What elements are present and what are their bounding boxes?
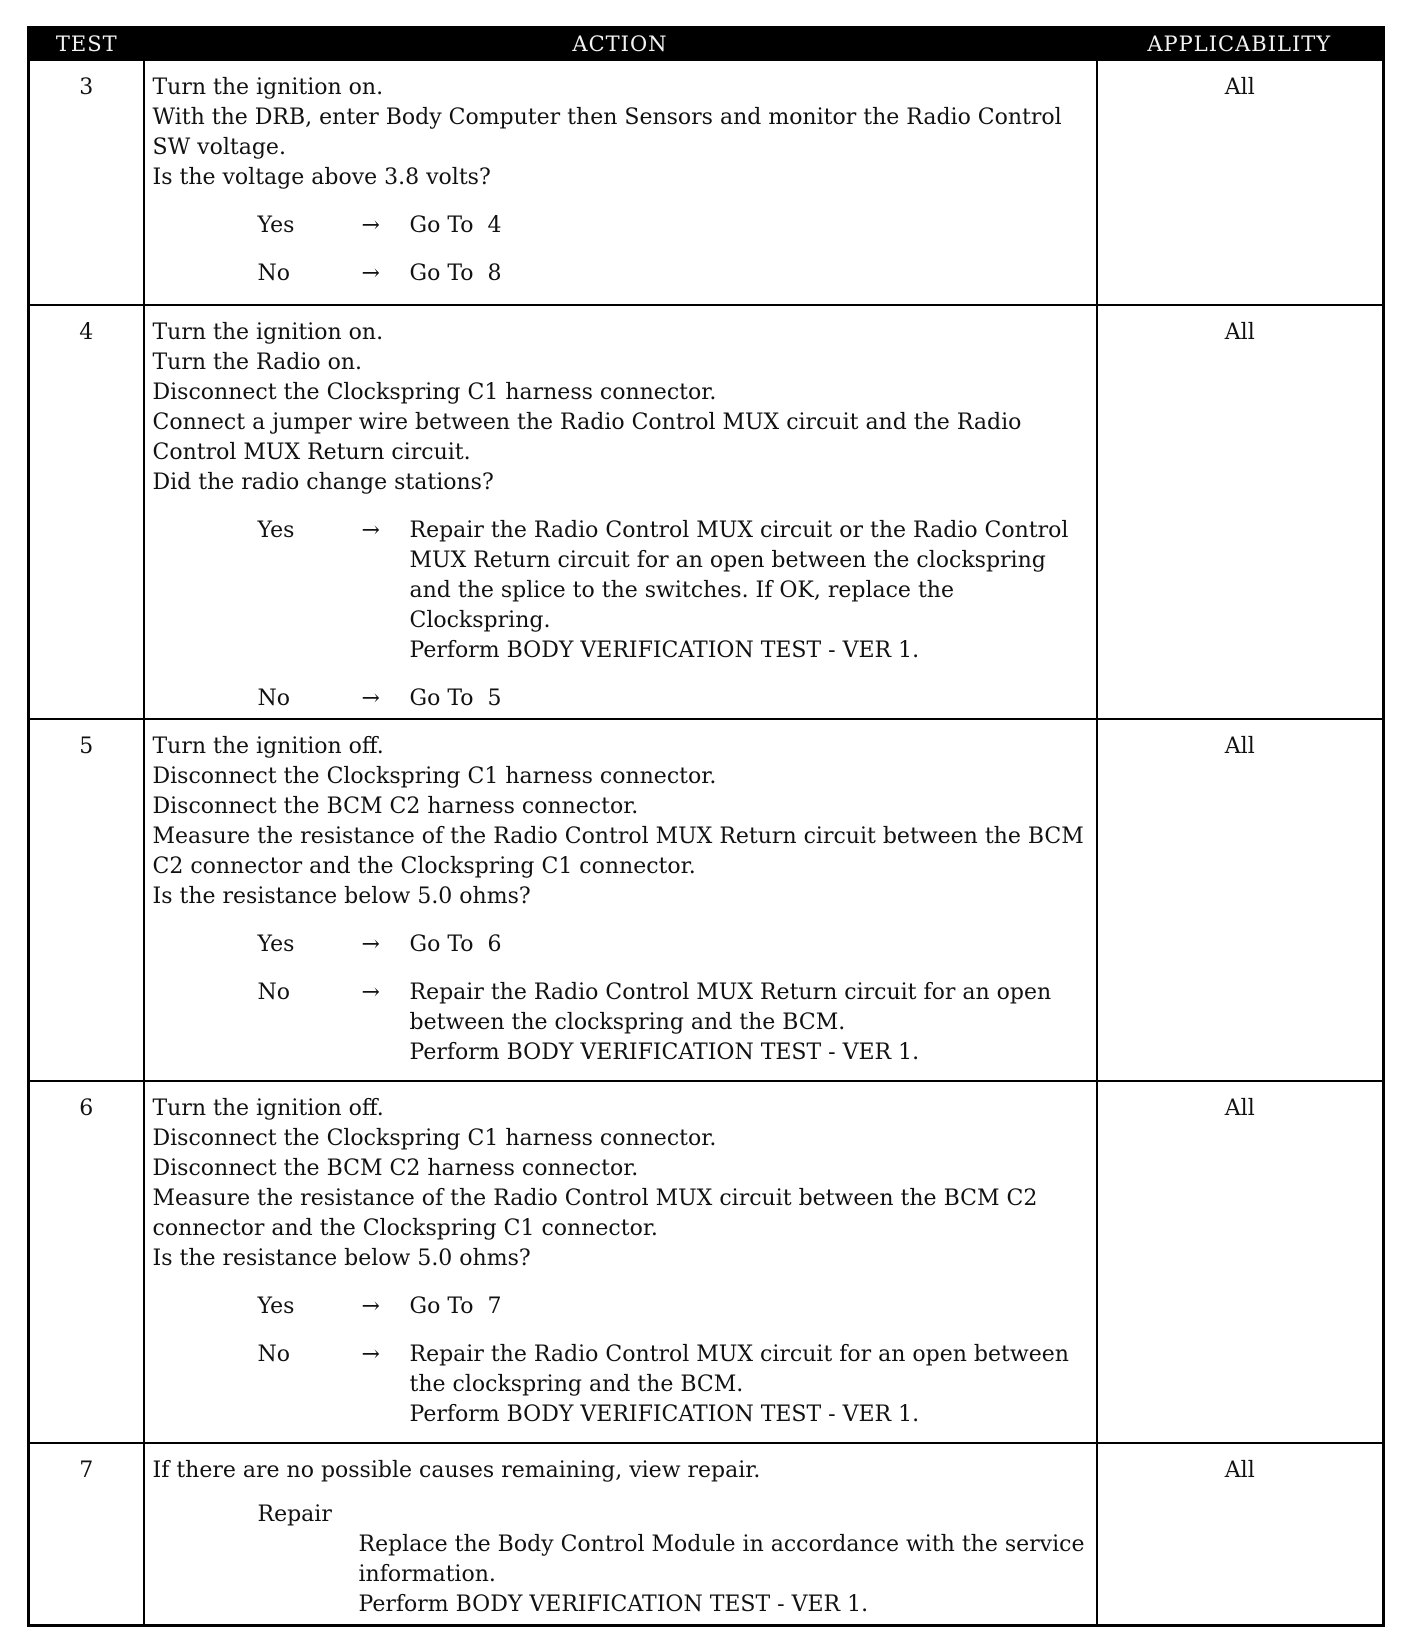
repair-body — [153, 1530, 1088, 1620]
table-row — [29, 719, 1384, 1081]
test-number: 5 — [29, 719, 144, 1081]
action-line: Turn the ignition off. — [152, 734, 384, 759]
yes-label: Yes — [257, 518, 295, 543]
yes-branch — [153, 516, 1088, 666]
no-branch — [153, 1340, 1088, 1430]
arrow-icon: → — [361, 932, 380, 957]
applicability-cell: All — [1097, 719, 1384, 1081]
action-line: Disconnect the BCM C2 harness connector. — [152, 1156, 639, 1181]
header-applicability: APPLICABILITY — [1097, 28, 1384, 61]
test-number: 6 — [29, 1081, 144, 1443]
test-number: 7 — [29, 1443, 144, 1626]
action-line: With the DRB, enter Body Computer then Sensors and monitor the Radio Control SW voltage. — [152, 105, 1062, 160]
no-branch — [153, 684, 1088, 714]
action-line: Turn the Radio on. — [152, 350, 362, 375]
action-line: Turn the ignition on. — [152, 75, 384, 100]
goto-text: Go To — [409, 1294, 474, 1319]
arrow-icon: → — [361, 213, 380, 238]
table-row — [29, 305, 1384, 719]
applicability-cell: All — [1097, 1081, 1384, 1443]
action-cell — [144, 60, 1097, 305]
goto-text: Go To — [409, 261, 474, 286]
action-line: Is the voltage above 3.8 volts? — [152, 165, 491, 190]
header-action: ACTION — [144, 28, 1097, 61]
test-number: 3 — [29, 60, 144, 305]
perform-text: Perform BODY VERIFICATION TEST - VER 1. — [409, 1040, 920, 1065]
goto-number: 6 — [487, 932, 502, 957]
applicability-cell: All — [1097, 305, 1384, 719]
arrow-icon: → — [361, 261, 380, 286]
no-label: No — [257, 261, 290, 286]
applicability-cell: All — [1097, 1443, 1384, 1626]
arrow-icon: → — [361, 518, 380, 543]
no-branch — [153, 259, 1088, 289]
table-row — [29, 60, 1384, 305]
repair-label: Repair — [257, 1502, 332, 1527]
action-line: Measure the resistance of the Radio Control MUX circuit between the BCM C2 connector and the Clockspring C1 connector. — [152, 1186, 1038, 1241]
action-cell — [144, 305, 1097, 719]
perform-text: Perform BODY VERIFICATION TEST - VER 1. — [409, 1402, 920, 1427]
action-line: Disconnect the Clockspring C1 harness connector. — [152, 764, 717, 789]
goto-number: 7 — [487, 1294, 502, 1319]
table-row — [29, 1081, 1384, 1443]
arrow-icon: → — [361, 1294, 380, 1319]
table-row — [29, 1443, 1384, 1626]
no-branch — [153, 978, 1088, 1068]
action-cell — [144, 1443, 1097, 1626]
action-line: Connect a jumper wire between the Radio Control MUX circuit and the Radio Control MUX Return circuit. — [152, 410, 1022, 465]
goto-number: 4 — [487, 213, 502, 238]
header-test: TEST — [29, 28, 144, 61]
goto-text: Go To — [409, 932, 474, 957]
yes-branch — [153, 930, 1088, 960]
arrow-icon: → — [361, 686, 380, 711]
goto-number: 5 — [487, 686, 502, 711]
action-line: Disconnect the Clockspring C1 harness connector. — [152, 380, 717, 405]
action-line: Disconnect the BCM C2 harness connector. — [152, 794, 639, 819]
result-text: Repair the Radio Control MUX circuit for an open between the clockspring and the BCM. — [409, 1342, 1069, 1397]
table-header — [29, 28, 1384, 61]
action-line: Measure the resistance of the Radio Control MUX Return circuit between the BCM C2 connector and the Clockspring C1 connector. — [152, 824, 1084, 879]
action-cell — [144, 719, 1097, 1081]
goto-text: Go To — [409, 213, 474, 238]
action-line: Is the resistance below 5.0 ohms? — [152, 884, 531, 909]
action-line: Turn the ignition off. — [152, 1096, 384, 1121]
action-line: Turn the ignition on. — [152, 320, 384, 345]
action-line: If there are no possible causes remaining, view repair. — [152, 1458, 761, 1483]
action-line: Did the radio change stations? — [152, 470, 494, 495]
diagnostic-table-sheet — [27, 26, 1382, 1620]
repair-text: Replace the Body Control Module in accordance with the service information. — [358, 1532, 1085, 1587]
yes-label: Yes — [257, 213, 295, 238]
yes-label: Yes — [257, 1294, 295, 1319]
goto-number: 8 — [487, 261, 502, 286]
action-line: Disconnect the Clockspring C1 harness connector. — [152, 1126, 717, 1151]
test-number: 4 — [29, 305, 144, 719]
applicability-cell: All — [1097, 60, 1384, 305]
result-text: Repair the Radio Control MUX Return circuit for an open between the clockspring and the BCM. — [409, 980, 1052, 1035]
result-text: Repair the Radio Control MUX circuit or the Radio Control MUX Return circuit for an open between the clockspring and the splice to the switches. If OK, replace the Clockspring. — [409, 518, 1069, 633]
no-label: No — [257, 686, 290, 711]
arrow-icon: → — [361, 1342, 380, 1367]
perform-text: Perform BODY VERIFICATION TEST - VER 1. — [358, 1592, 869, 1617]
goto-text: Go To — [409, 686, 474, 711]
yes-branch — [153, 211, 1088, 241]
action-cell — [144, 1081, 1097, 1443]
perform-text: Perform BODY VERIFICATION TEST - VER 1. — [409, 638, 920, 663]
arrow-icon: → — [361, 980, 380, 1005]
yes-branch — [153, 1292, 1088, 1322]
action-line: Is the resistance below 5.0 ohms? — [152, 1246, 531, 1271]
no-label: No — [257, 1342, 290, 1367]
no-label: No — [257, 980, 290, 1005]
diagnostic-table — [27, 26, 1385, 1627]
yes-label: Yes — [257, 932, 295, 957]
